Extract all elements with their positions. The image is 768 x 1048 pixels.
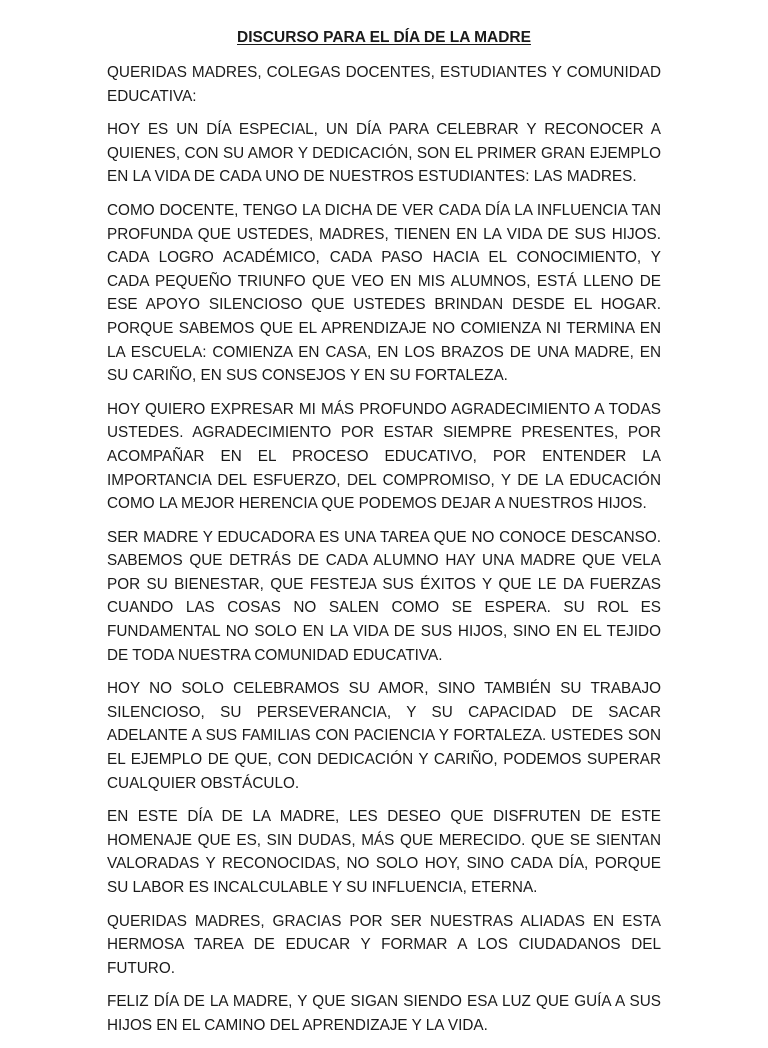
document-title: DISCURSO PARA EL DÍA DE LA MADRE bbox=[237, 29, 531, 46]
paragraph-special-day: HOY ES UN DÍA ESPECIAL, UN DÍA PARA CELEBRAR Y RECONOCER A QUIENES, CON SU AMOR Y DEDICACIÓN, SON EL PRIMER GRAN EJEMPLO EN LA VIDA DE CADA UNO DE NUESTROS ESTUDIANTES: LAS MADRES. bbox=[107, 121, 661, 186]
paragraph-gratitude: HOY QUIERO EXPRESAR MI MÁS PROFUNDO AGRADECIMIENTO A TODAS USTEDES. AGRADECIMIENTO POR ESTAR SIEMPRE PRESENTES, POR ACOMPAÑAR EN EL PROCESO EDUCATIVO, POR ENTENDER LA IMPORTANCIA DEL ESFUERZO, DEL COMPROMISO, Y DE LA EDUCACIÓN COMO LA MEJOR HERENCIA QUE PODEMOS DEJAR A NUESTROS HIJOS. bbox=[107, 400, 661, 513]
paragraph-mother-educator: SER MADRE Y EDUCADORA ES UNA TAREA QUE NO CONOCE DESCANSO. SABEMOS QUE DETRÁS DE CADA ALUMNO HAY UNA MADRE QUE VELA POR SU BIENESTAR, QUE FESTEJA SUS ÉXITOS Y QUE LE DA FUERZAS CUANDO LAS COSAS NO SALEN COMO SE ESPERA. SU ROL ES FUNDAMENTAL NO SOLO EN LA VIDA DE SUS HIJOS, SINO EN EL TEJIDO DE TODA NUESTRA COMUNIDAD EDUCATIVA. bbox=[107, 528, 661, 664]
paragraph-greeting: QUERIDAS MADRES, COLEGAS DOCENTES, ESTUDIANTES Y COMUNIDAD EDUCATIVA: bbox=[107, 64, 661, 105]
paragraph-celebration: HOY NO SOLO CELEBRAMOS SU AMOR, SINO TAMBIÉN SU TRABAJO SILENCIOSO, SU PERSEVERANCIA, Y SU CAPACIDAD DE SACAR ADELANTE A SUS FAMILIAS CON PACIENCIA Y FORTALEZA. USTEDES SON EL EJEMPLO DE QUE, CON DEDICACIÓN Y CARIÑO, PODEMOS SUPERAR CUALQUIER OBSTÁCULO. bbox=[107, 680, 661, 792]
paragraph-teacher-view: COMO DOCENTE, TENGO LA DICHA DE VER CADA DÍA LA INFLUENCIA TAN PROFUNDA QUE USTEDES, MADRES, TIENEN EN LA VIDA DE SUS HIJOS. CADA LOGRO ACADÉMICO, CADA PASO HACIA EL CONOCIMIENTO, Y CADA PEQUEÑO TRIUNFO QUE VEO EN MIS ALUMNOS, ESTÁ LLENO DE ESE APOYO SILENCIOSO QUE USTEDES BRINDAN DESDE EL HOGAR. PORQUE SABEMOS QUE EL APRENDIZAJE NO COMIENZA NI TERMINA EN LA ESCUELA: COMIENZA EN CASA, EN LOS BRAZOS DE UNA MADRE, EN SU CARIÑO, EN SUS CONSEJOS Y EN SU FORTALEZA. bbox=[107, 201, 661, 385]
paragraph-wishes: EN ESTE DÍA DE LA MADRE, LES DESEO QUE DISFRUTEN DE ESTE HOMENAJE QUE ES, SIN DUDAS, MÁS QUE MERECIDO. QUE SE SIENTAN VALORADAS Y RECONOCIDAS, NO SOLO HOY, SINO CADA DÍA, PORQUE SU LABOR ES INCALCULABLE Y SU INFLUENCIA, ETERNA. bbox=[107, 808, 661, 896]
paragraph-thanks: QUERIDAS MADRES, GRACIAS POR SER NUESTRAS ALIADAS EN ESTA HERMOSA TAREA DE EDUCAR Y FORMAR A LOS CIUDADANOS DEL FUTURO. bbox=[107, 912, 661, 977]
paragraph-closing: FELIZ DÍA DE LA MADRE, Y QUE SIGAN SIENDO ESA LUZ QUE GUÍA A SUS HIJOS EN EL CAMINO DEL APRENDIZAJE Y LA VIDA. bbox=[107, 993, 661, 1034]
document-page bbox=[107, 28, 661, 1048]
